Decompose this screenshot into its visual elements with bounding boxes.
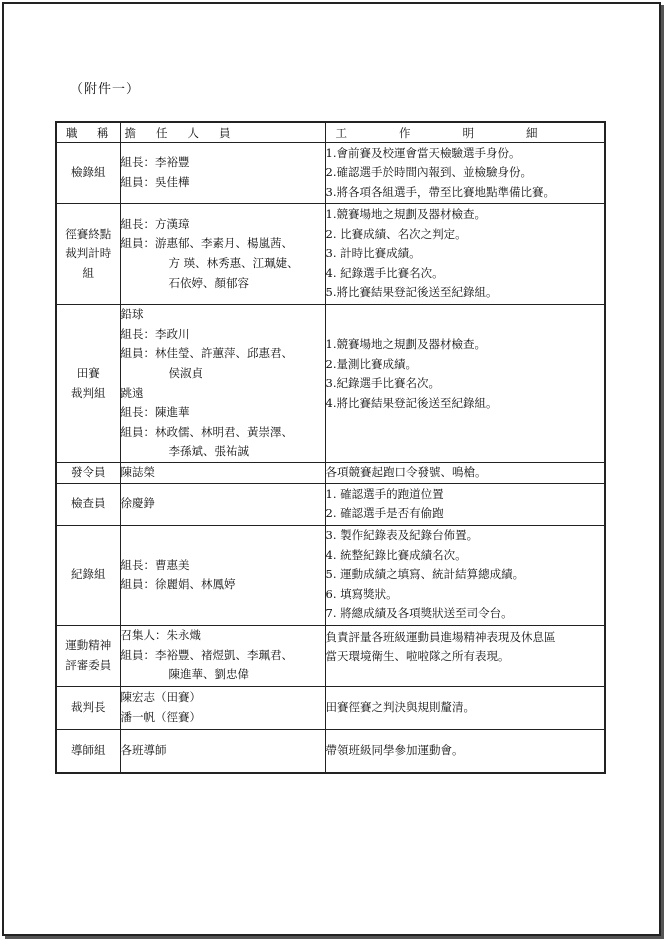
duty-line: 2. 確認選手是否有偷跑 [325, 506, 444, 521]
row-duties [325, 204, 605, 305]
duty-line: 1.競賽場地之規劃及器材檢查。 [325, 207, 486, 222]
row-staff [120, 204, 325, 305]
duty-line: 帶領班級同學參加運動會。 [325, 743, 464, 758]
row-title-line: 紀錄組 [71, 567, 106, 582]
staff-line: 組長：曹惠美 [120, 557, 190, 572]
header-staff-char: 擔 [124, 125, 138, 140]
row-duties [325, 463, 605, 484]
staff-line: 召集人：朱永熾 [120, 628, 201, 643]
duty-line: 1. 確認選手的跑道位置 [325, 486, 444, 501]
row-staff [120, 686, 325, 729]
row-staff [120, 463, 325, 484]
duty-line: 3.紀錄選手比賽名次。 [325, 376, 440, 391]
row-duties [325, 305, 605, 463]
staff-line: 組員：徐麗娟、林鳳婷 [120, 577, 236, 592]
staff-line: 方 瑛、林秀惠、江珮婕、 [168, 256, 299, 270]
row-title-line: 徑賽終點 [65, 226, 112, 241]
duty-line: 2.確認選手於時間內報到、並檢驗身份。 [325, 165, 532, 180]
row-title-line: 田賽 [76, 365, 100, 380]
duty-line: 3.將各項各組選手，帶至比賽地點準備比賽。 [325, 184, 555, 199]
staff-line: 李孫斌、張祐誠 [168, 444, 249, 459]
staff-line: 組員：李裕豐、褚煜凱、李珮君、 [120, 647, 293, 662]
row-duties [325, 686, 605, 729]
row-duties [325, 483, 605, 525]
duty-line: 4. 紀錄選手比賽名次。 [325, 265, 444, 280]
staff-line: 徐慶錚 [120, 496, 155, 511]
staff-line: 侯淑貞 [168, 365, 203, 380]
duty-line: 4. 統整紀錄比賽成績名次。 [325, 547, 467, 562]
row-title-line: 運動精神 [65, 638, 112, 652]
staff-line: 各班導師 [120, 743, 167, 758]
header-staff-char: 人 [187, 125, 201, 140]
staff-line: 跳遠 [120, 385, 144, 400]
row-title-line: 檢查員 [71, 496, 106, 511]
staff-line: 石依婷、顏郁容 [168, 275, 249, 290]
row-duties [325, 729, 605, 773]
row-title [56, 686, 120, 729]
header-duty [325, 122, 605, 143]
staff-line: 潘一帆（徑賽） [120, 709, 201, 724]
staff-line: 陳誌榮 [120, 465, 155, 479]
table-row [56, 686, 605, 729]
row-title [56, 204, 120, 305]
row-title [56, 525, 120, 625]
duty-line: 6. 填寫獎狀。 [325, 586, 398, 601]
row-title-line: 評審委員 [65, 657, 112, 672]
row-title [56, 305, 120, 463]
duty-line: 3. 計時比賽成績。 [325, 246, 421, 261]
staff-line: 陳宏志（田賽） [120, 690, 201, 704]
duty-line: 4.將比賽結果登記後送至紀錄組。 [325, 395, 498, 410]
attachment-label: （附件一） [70, 82, 141, 97]
header-staff-char: 任 [156, 125, 170, 140]
staff-line: 組員：游惠郁、李素月、楊嵐茜、 [120, 236, 293, 251]
table-row [56, 483, 605, 525]
staff-line: 組長：陳進華 [120, 405, 190, 420]
header-title [56, 122, 120, 143]
row-staff [120, 625, 325, 686]
row-title [56, 143, 120, 204]
row-staff [120, 483, 325, 525]
table-row [56, 463, 605, 484]
row-title [56, 463, 120, 484]
row-duties [325, 525, 605, 625]
staff-line: 組長：方漢璋 [120, 216, 190, 231]
staff-line: 組員：林佳瑩、許蕙萍、邱惠君、 [120, 346, 293, 361]
row-staff [120, 143, 325, 204]
table-row [56, 143, 605, 204]
row-title-line: 導師組 [71, 743, 106, 758]
duty-line: 5. 運動成績之填寫、統計結算總成績。 [325, 567, 525, 582]
header-duty-char: 明 [462, 125, 476, 140]
header-duty-char: 作 [399, 125, 413, 140]
table-row [56, 204, 605, 305]
duty-line: 各項競賽起跑口令發號、鳴槍。 [325, 465, 487, 479]
row-staff [120, 305, 325, 463]
table-row [56, 625, 605, 686]
duty-line: 3. 製作紀錄表及紀錄台佈置。 [325, 528, 479, 543]
duty-line: 7. 將總成績及各項獎狀送至司令台。 [325, 606, 513, 621]
row-staff [120, 729, 325, 773]
staff-line: 陳進華、劉忠偉 [168, 667, 249, 682]
header-row [56, 122, 605, 143]
header-duty-char: 工 [335, 125, 349, 140]
staff-line: 鉛球 [120, 307, 144, 322]
header-staff-char: 員 [219, 125, 233, 140]
staff-line: 組員：林政儒、林明君、黃崇澤、 [120, 424, 293, 439]
row-title [56, 625, 120, 686]
duty-line: 2. 比賽成績、名次之判定。 [325, 226, 467, 241]
duty-table [55, 121, 606, 774]
staff-line: 組長：李裕豐 [120, 155, 190, 170]
staff-line: 組長：李政川 [120, 326, 190, 341]
table-row [56, 305, 605, 463]
row-title-line: 組 [82, 265, 94, 280]
table-row [56, 729, 605, 773]
duty-line: 田賽徑賽之判決與規則釐清。 [325, 699, 475, 714]
header-staff [120, 122, 325, 143]
row-duties [325, 143, 605, 204]
row-title-line: 裁判計時 [65, 246, 112, 261]
duty-line: 1.競賽場地之規劃及器材檢查。 [325, 337, 486, 351]
table-row [56, 525, 605, 625]
header-title-char: 稱 [97, 125, 111, 140]
duty-line: 2.量測比賽成績。 [325, 356, 417, 371]
duty-line: 5.將比賽結果登記後送至紀錄組。 [325, 285, 498, 300]
row-title [56, 483, 120, 525]
row-title-line: 檢錄組 [71, 165, 106, 180]
row-duties [325, 625, 605, 686]
row-title-line: 發令員 [71, 465, 106, 479]
staff-line: 組員：吳佳樺 [120, 175, 190, 189]
row-title-line: 裁判長 [71, 699, 106, 714]
duty-line: 負責評量各班級運動員進場精神表現及休息區 [325, 629, 556, 644]
header-duty-char: 細 [526, 125, 540, 140]
duty-line: 當天環境衛生、啦啦隊之所有表現。 [325, 649, 510, 664]
row-title-line: 裁判組 [71, 385, 106, 400]
duty-line: 1.會前賽及校運會當天檢驗選手身份。 [325, 145, 521, 160]
header-title-char: 職 [66, 125, 80, 140]
row-title [56, 729, 120, 773]
row-staff [120, 525, 325, 625]
